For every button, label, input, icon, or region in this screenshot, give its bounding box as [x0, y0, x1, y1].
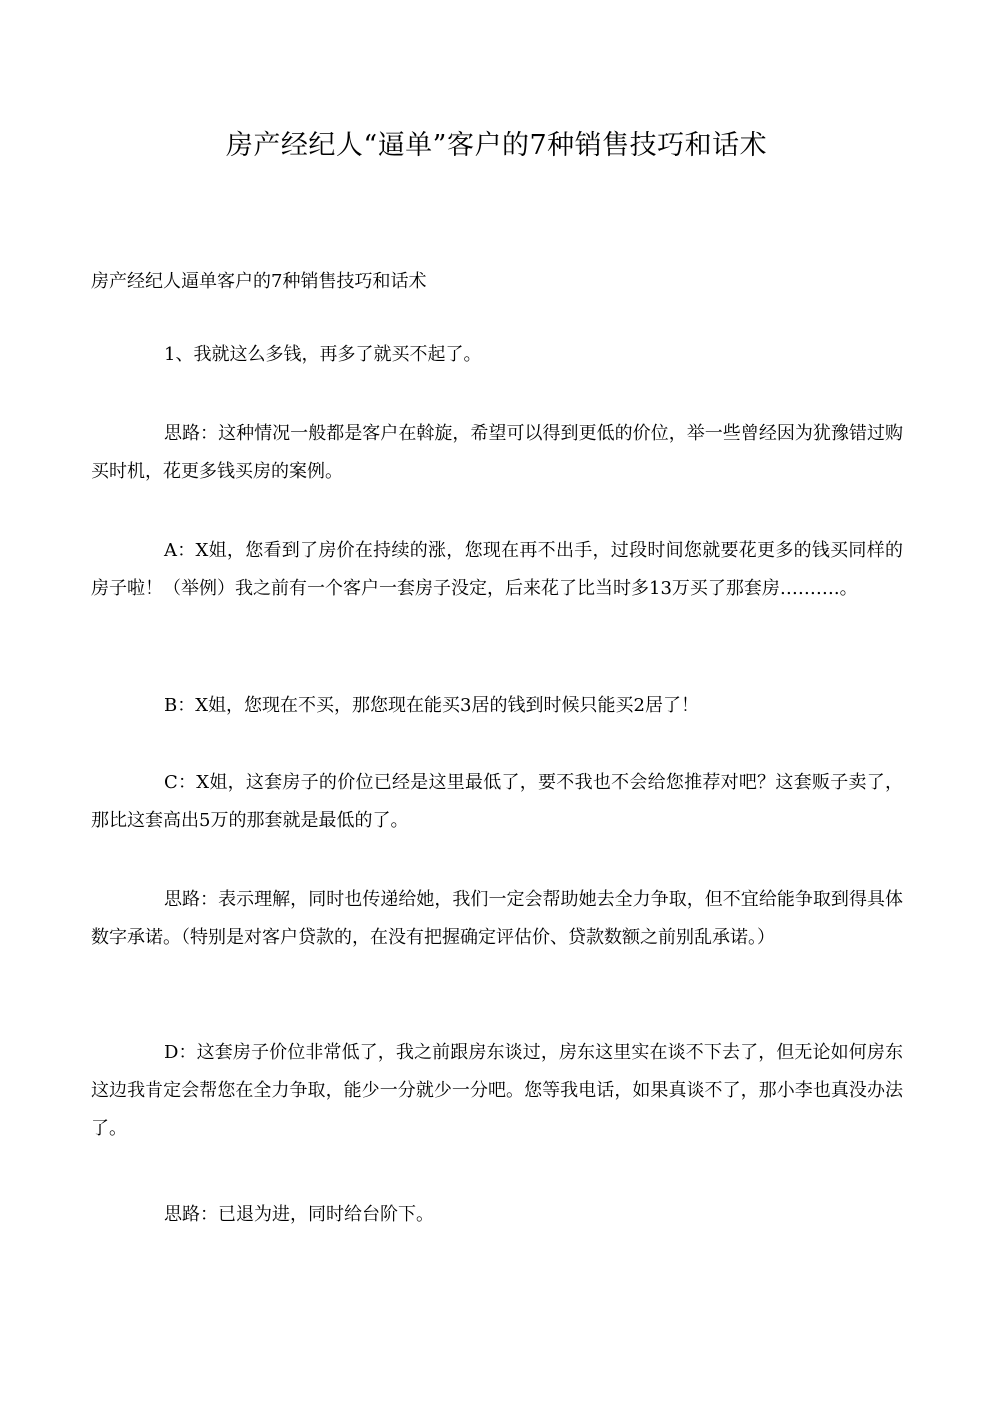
paragraph-objection-1: 1、我就这么多钱，再多了就买不起了。 — [164, 344, 482, 365]
paragraph-script-c: C：X姐，这套房子的价位已经是这里最低了，要不我也不会给您推荐对吧？这套贩子卖了，那比这套高出5万的那套就是最低的了。 — [91, 772, 903, 831]
paragraph-script-a: A：X姐，您看到了房价在持续的涨，您现在再不出手，过段时间您就要花更多的钱买同样的房子啦！（举例）我之前有一个客户一套房子没定，后来花了比当时多13万买了那套房……….。 — [91, 540, 903, 599]
paragraph-script-d: D：这套房子价位非常低了，我之前跟房东谈过，房东这里实在谈不下去了，但无论如何房东这边我肯定会帮您在全力争取，能少一分就少一分吧。您等我电话，如果真谈不了，那小李也真没办法了。 — [91, 1042, 903, 1139]
paragraph-approach-1: 思路：这种情况一般都是客户在斡旋，希望可以得到更低的价位，举一些曾经因为犹豫错过购买时机，花更多钱买房的案例。 — [91, 423, 903, 482]
paragraph-script-b: B：X姐，您现在不买，那您现在能买3居的钱到时候只能买2居了！ — [164, 695, 699, 716]
paragraph-approach-3: 思路：已退为进，同时给台阶下。 — [164, 1204, 434, 1225]
document-subtitle: 房产经纪人逼单客户的7种销售技巧和话术 — [91, 271, 427, 292]
paragraph-approach-2: 思路：表示理解，同时也传递给她，我们一定会帮助她去全力争取，但不宜给能争取到得具体数字承诺。（特别是对客户贷款的，在没有把握确定评估价、贷款数额之前别乱承诺。） — [91, 889, 903, 948]
document-title: 房产经纪人“逼单”客户的7种销售技巧和话术 — [225, 130, 768, 161]
